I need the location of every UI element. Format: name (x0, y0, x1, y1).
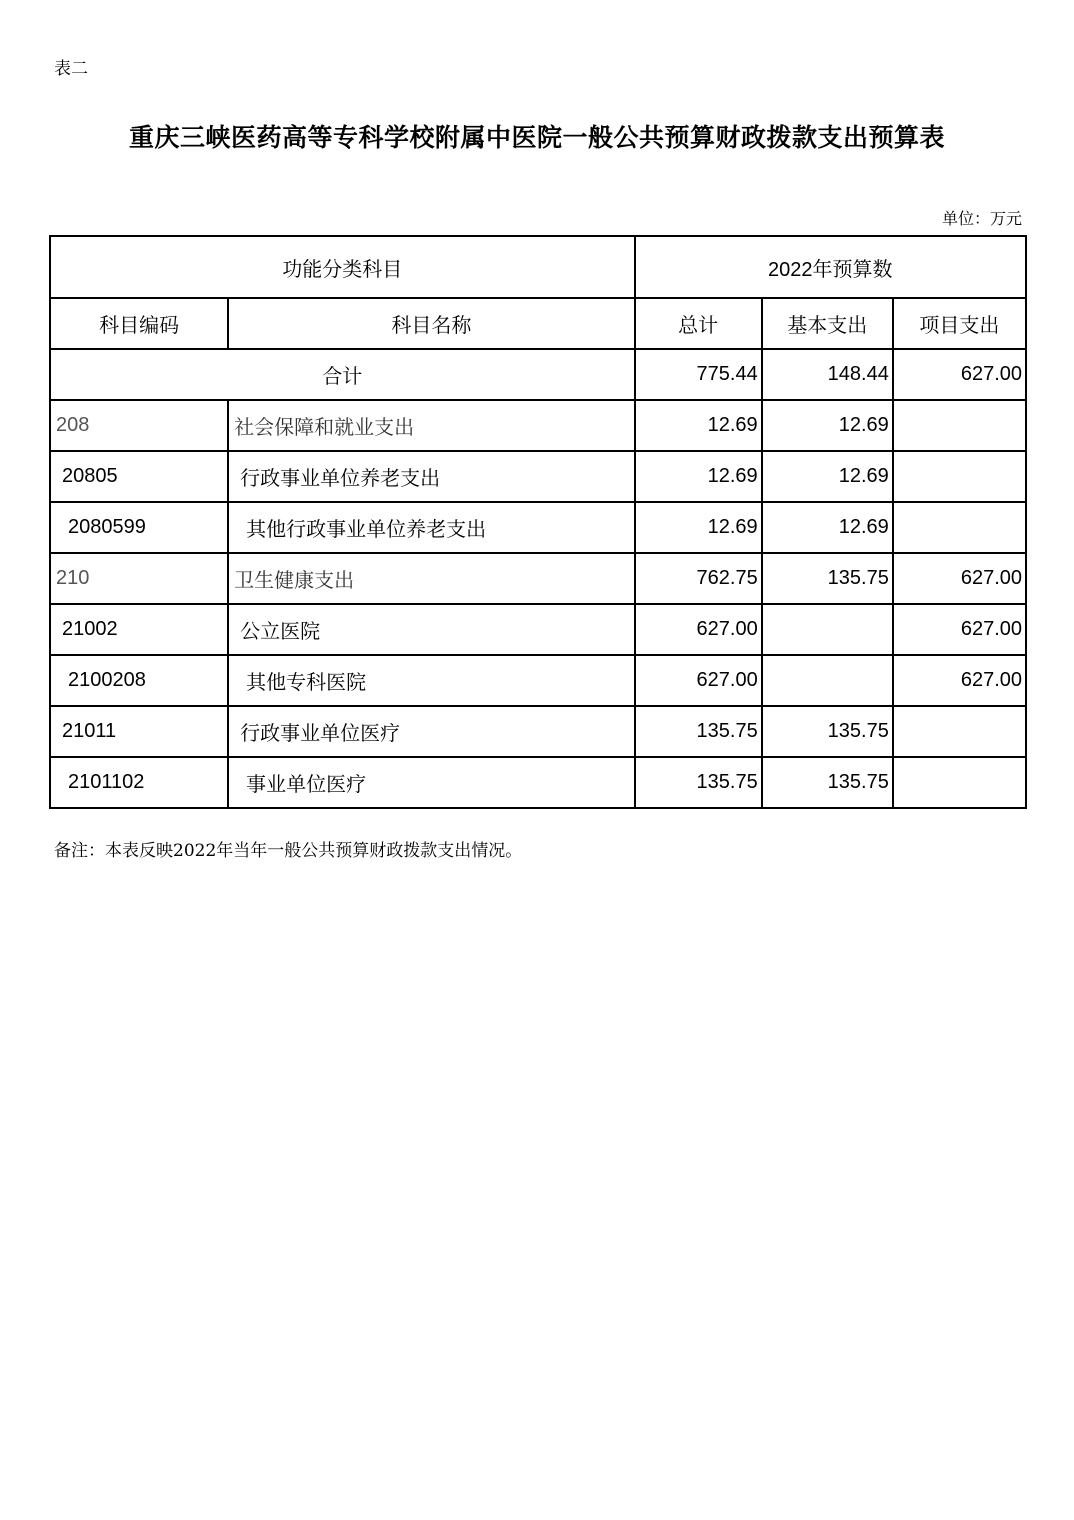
header-category: 功能分类科目 (50, 236, 635, 298)
row-code: 21002 (50, 604, 228, 655)
row-total: 12.69 (635, 502, 762, 553)
row-name: 行政事业单位养老支出 (228, 451, 634, 502)
row-project (893, 502, 1026, 553)
row-basic: 135.75 (762, 553, 893, 604)
sum-label: 合计 (50, 349, 635, 400)
sum-row (50, 349, 1026, 400)
row-name: 公立医院 (228, 604, 634, 655)
row-project (893, 706, 1026, 757)
header-basic: 基本支出 (762, 298, 893, 349)
sum-total: 775.44 (635, 349, 762, 400)
sum-project: 627.00 (893, 349, 1026, 400)
row-name: 行政事业单位医疗 (228, 706, 634, 757)
row-project (893, 451, 1026, 502)
row-basic (762, 655, 893, 706)
row-project: 627.00 (893, 655, 1026, 706)
row-code: 2080599 (50, 502, 228, 553)
row-name: 其他行政事业单位养老支出 (228, 502, 634, 553)
header-name: 科目名称 (228, 298, 634, 349)
table-row (50, 655, 1026, 706)
row-code: 2101102 (50, 757, 228, 808)
row-name: 社会保障和就业支出 (228, 400, 634, 451)
row-basic (762, 604, 893, 655)
row-total: 12.69 (635, 400, 762, 451)
row-total: 135.75 (635, 706, 762, 757)
table-row (50, 451, 1026, 502)
row-project (893, 400, 1026, 451)
table-row (50, 400, 1026, 451)
row-name: 其他专科医院 (228, 655, 634, 706)
row-total: 12.69 (635, 451, 762, 502)
row-name: 事业单位医疗 (228, 757, 634, 808)
row-code: 210 (50, 553, 228, 604)
table-row (50, 553, 1026, 604)
header-code: 科目编码 (50, 298, 228, 349)
header-row-2 (50, 298, 1026, 349)
table-row (50, 604, 1026, 655)
unit-label: 单位：万元 (941, 209, 1022, 228)
row-code: 21011 (50, 706, 228, 757)
row-total: 135.75 (635, 757, 762, 808)
row-code: 2100208 (50, 655, 228, 706)
row-project: 627.00 (893, 553, 1026, 604)
table-row (50, 757, 1026, 808)
row-name: 卫生健康支出 (228, 553, 634, 604)
sum-basic: 148.44 (762, 349, 893, 400)
row-total: 762.75 (635, 553, 762, 604)
table-row (50, 502, 1026, 553)
row-code: 208 (50, 400, 228, 451)
row-project (893, 757, 1026, 808)
header-project: 项目支出 (893, 298, 1026, 349)
row-project: 627.00 (893, 604, 1026, 655)
header-row-1 (50, 236, 1026, 298)
table-row (50, 706, 1026, 757)
footnote: 备注：本表反映2022年当年一般公共预算财政拨款支出情况。 (54, 841, 523, 861)
budget-table (49, 235, 1027, 809)
header-budget: 2022年预算数 (635, 236, 1026, 298)
row-code: 20805 (50, 451, 228, 502)
row-basic: 135.75 (762, 706, 893, 757)
row-basic: 12.69 (762, 502, 893, 553)
row-basic: 12.69 (762, 400, 893, 451)
page-title: 重庆三峡医药高等专科学校附属中医院一般公共预算财政拨款支出预算表 (128, 123, 945, 152)
row-basic: 12.69 (762, 451, 893, 502)
row-total: 627.00 (635, 604, 762, 655)
header-total: 总计 (635, 298, 762, 349)
row-basic: 135.75 (762, 757, 893, 808)
table-number-label: 表二 (54, 59, 88, 79)
row-total: 627.00 (635, 655, 762, 706)
